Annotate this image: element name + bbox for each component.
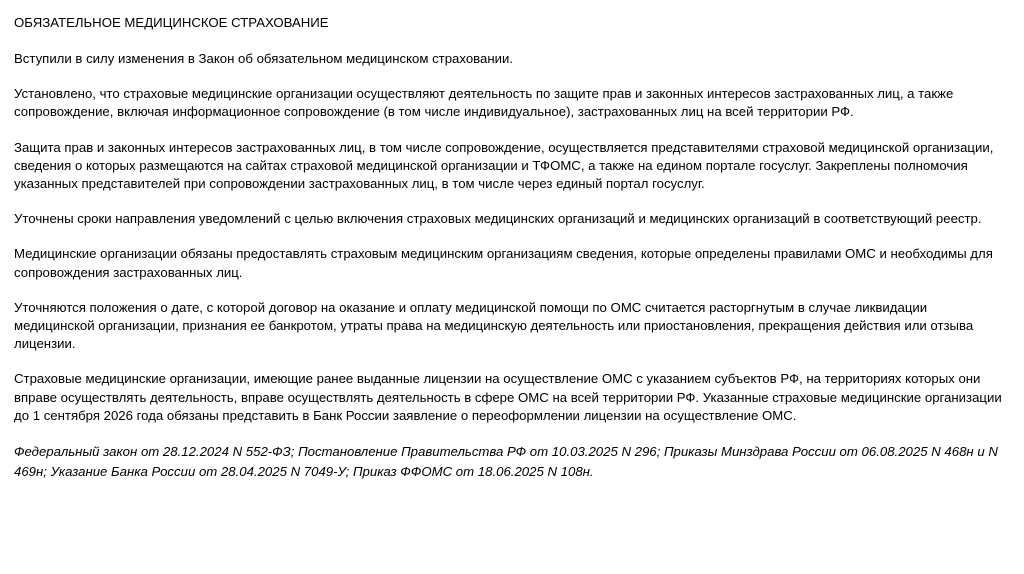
document-title: ОБЯЗАТЕЛЬНОЕ МЕДИЦИНСКОЕ СТРАХОВАНИЕ [14,15,329,30]
paragraph-law-changes: Вступили в силу изменения в Закон об обязательном медицинском страховании. [14,51,514,66]
paragraph-contract-termination: Уточняются положения о дате, с которой договор на оказание и оплату медицинской помощи по ОМС считается расторгнутым в случае ликвидации медицинской организации, признания ее банкротом, утраты права на медицинскую деятельность или приостановления, прекращения действия или отзыва лицензии. [14,299,974,352]
paragraph-licenses: Страховые медицинские организации, имеющие ранее выданные лицензии на осуществление ОМС с указанием субъектов РФ, на территориях которых они вправе осуществлять деятельность, вправе осуществлять деятельность в сфере ОМС на всей территории РФ. Указанные страховые медицинские организации до 1 сентября 2026 года обязаны представить в Банк России заявление о переоформлении лицензии на осуществление ОМС. [14,371,1002,423]
legal-references: Федеральный закон от 28.12.2024 N 552-ФЗ; Постановление Правительства РФ от 10.03.2025 N 296; Приказы Минздрава России от 06.08.2025 N 468н и N 469н; Указание Банка России от 28.04.2025 N 7049-У; Приказ ФФОМС от 18.06.2025 N 108н. [14,444,998,479]
paragraph-insurer-activity: Установлено, что страховые медицинские организации осуществляют деятельность по защите прав и законных интересов застрахованных лиц, а также сопровождение, включая информационное сопровождение (в том числе индивидуальное), застрахованных лиц на всей территории РФ. [14,86,954,120]
paragraph-notification-deadlines: Уточнены сроки направления уведомлений с целью включения страховых медицинских организаций и медицинских организаций в соответствующий реестр. [14,211,982,227]
paragraph-medical-orgs-duties: Медицинские организации обязаны предоставлять страховым медицинским организациям сведения, которые определены правилами ОМС и необходимы для сопровождения застрахованных лиц. [14,246,993,280]
paragraph-rights-protection: Защита прав и законных интересов застрахованных лиц, в том числе сопровождение, осуществляется представителями страховой медицинской организации, сведения о которых размещаются на сайтах страховой медицинской организации и ТФОМС, а также на едином портале госуслуг. Закреплены полномочия указанных представителей при сопровождении застрахованных лиц, в том числе через единый портал госуслуг. [14,139,994,192]
